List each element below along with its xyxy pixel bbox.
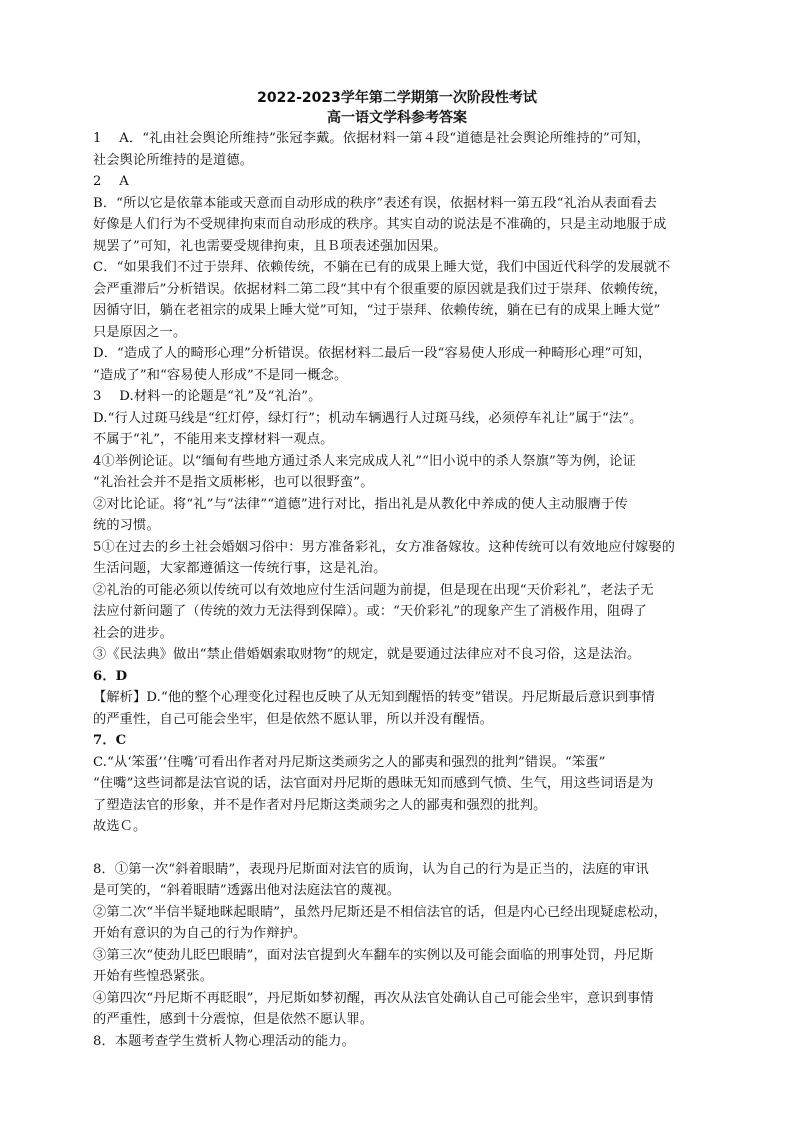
answer-line: C.“从‘笨蛋’‘住嘴’可看出作者对丹尼斯这类顽劣之人的鄙夷和强烈的批判”错误。“笨蛋” bbox=[93, 754, 606, 770]
document-subtitle: 高一语文学科参考答案 bbox=[327, 110, 467, 126]
answer-line: 6．D bbox=[93, 668, 128, 684]
answer-line: 8．①第一次“斜着眼睛”，表现丹尼斯面对法官的质询，认为自己的行为是正当的，法庭的审讯 bbox=[93, 861, 649, 877]
blank-line bbox=[93, 838, 719, 859]
answer-body bbox=[93, 128, 719, 1052]
answer-line: “造成了”和“容易使人形成”不是同一概念。 bbox=[93, 367, 348, 383]
answer-line: 统的习惯。 bbox=[93, 518, 160, 533]
answer-line: “住嘴”这些词都是法官说的话，法官面对丹尼斯的愚昧无知而感到气愤、生气，用这些词语是为 bbox=[93, 776, 654, 791]
answer-line: 不属于“礼”，不能用来支撑材料一观点。 bbox=[93, 432, 334, 447]
answer-line: D.“行人过斑马线是“红灯停，绿灯行”；机动车辆遇行人过斑马线，必须停车礼让”属于“法”。 bbox=[93, 410, 643, 426]
answer-line: 因循守旧，躺在老祖宗的成果上睡大觉”可知，“过于崇拜、依赖传统，躺在已有的成果上睡大觉” bbox=[93, 303, 661, 318]
answer-line: ③《民法典》做出“禁止借婚姻索取财物”的规定，就是要通过法律应对不良习俗，这是法治。 bbox=[93, 647, 641, 662]
answer-line: 只是原因之一。 bbox=[93, 324, 187, 340]
answer-line: 社会舆论所维持的是道德。 bbox=[93, 152, 254, 168]
answer-line: ②第二次“半信半疑地眯起眼睛”，虽然丹尼斯还是不相信法官的话，但是内心已经出现疑虑松动， bbox=[93, 904, 667, 920]
answer-line: 开始有意识的为自己的行为作辩护。 bbox=[93, 926, 307, 941]
answer-line: 5①在过去的乡土社会婚姻习俗中：男方准备彩礼，女方准备嫁妆。这种传统可以有效地应付嫁娶的 bbox=[93, 539, 676, 555]
answer-line: 【解析】D.“他的整个心理变化过程也反映了从无知到醒悟的转变”错误。丹尼斯最后意识到事情 bbox=[93, 690, 655, 705]
answer-line: 的严重性，感到十分震惊，但是依然不愿认罪。 bbox=[93, 1012, 374, 1027]
answer-line: 社会的进步。 bbox=[93, 625, 174, 641]
answer-line: 4①举例论证。以“缅甸有些地方通过杀人来完成成人礼”“旧小说中的杀人祭旗”等为例，论证 bbox=[93, 453, 636, 469]
answer-line: 规罢了”可知，礼也需要受规律拘束，且Ｂ项表述强加因果。 bbox=[93, 238, 447, 254]
answer-line: C．“如果我们不过于崇拜、依赖传统，不躺在已有的成果上睡大觉，我们中国近代科学的发展就不 bbox=[93, 260, 671, 275]
answer-line: 了塑造法官的形象，并不是作者对丹尼斯这类顽劣之人的鄙夷和强烈的批判。 bbox=[93, 797, 547, 813]
answer-line: 会严重滞后”分析错误。依据材料二第二段“其中有个很重要的原因就是我们过于崇拜、依赖传统， bbox=[93, 281, 667, 297]
answer-line: 生活问题，大家都遵循这一传统行事，这是礼治。 bbox=[93, 561, 387, 576]
answer-line: 8．本题考查学生赏析人物心理活动的能力。 bbox=[93, 1033, 355, 1049]
document-title: 2022-2023学年第二学期第一次阶段性考试 bbox=[257, 90, 537, 106]
answer-line: ④第四次“丹尼斯不再眨眼”，丹尼斯如梦初醒，再次从法官处确认自己可能会坐牢，意识到事情 bbox=[93, 990, 654, 1006]
answer-line: ②礼治的可能必须以传统可以有效地应付生活问题为前提，但是现在出现“天价彩礼”，老法子无 bbox=[93, 582, 654, 598]
answer-line: “礼治社会并不是指文质彬彬，也可以很野蛮”。 bbox=[93, 475, 374, 490]
answer-line: 是可笑的，“斜着眼睛”透露出他对法庭法官的蔑视。 bbox=[93, 883, 401, 898]
answer-line: 开始有些惶恐紧张。 bbox=[93, 969, 214, 984]
answer-line: 故选Ｃ。 bbox=[93, 819, 147, 834]
answer-line: 2 A bbox=[93, 174, 129, 189]
answer-line: 7．C bbox=[93, 733, 127, 748]
answer-line: ②对比论证。将“礼”与“法律”“道德”进行对比，指出礼是从教化中养成的使人主动服膺于传 bbox=[93, 496, 628, 512]
answer-line: 的严重性，自己可能会坐牢，但是依然不愿认罪，所以并没有醒悟。 bbox=[93, 711, 494, 727]
answer-line: ③第三次“使劲儿眨巴眼睛”，面对法官提到火车翻车的实例以及可能会面临的刑事处罚，丹尼斯 bbox=[93, 947, 654, 963]
answer-line: D．“造成了人的畸形心理”分析错误。依据材料二最后一段“容易使人形成一种畸形心理”可知， bbox=[93, 346, 652, 361]
answer-line: 法应付新问题了（传统的效力无法得到保障）。或：“天价彩礼”的现象产生了消极作用，阻碍了 bbox=[93, 604, 648, 619]
answer-line: 3 D.材料一的论题是“礼”及“礼治”。 bbox=[93, 389, 322, 404]
answer-line: B．“所以它是依靠本能或天意而自动形成的秩序”表述有误，依据材料一第五段“礼治从表面看去 bbox=[93, 195, 658, 211]
answer-line: 1 A．“礼由社会舆论所维持”张冠李戴。依据材料一第４段“道德是社会舆论所维持的”可知， bbox=[93, 131, 650, 146]
answer-line: 好像是人们行为不受规律拘束而自动形成的秩序。其实自动的说法是不准确的，只是主动地服于成 bbox=[93, 217, 667, 232]
